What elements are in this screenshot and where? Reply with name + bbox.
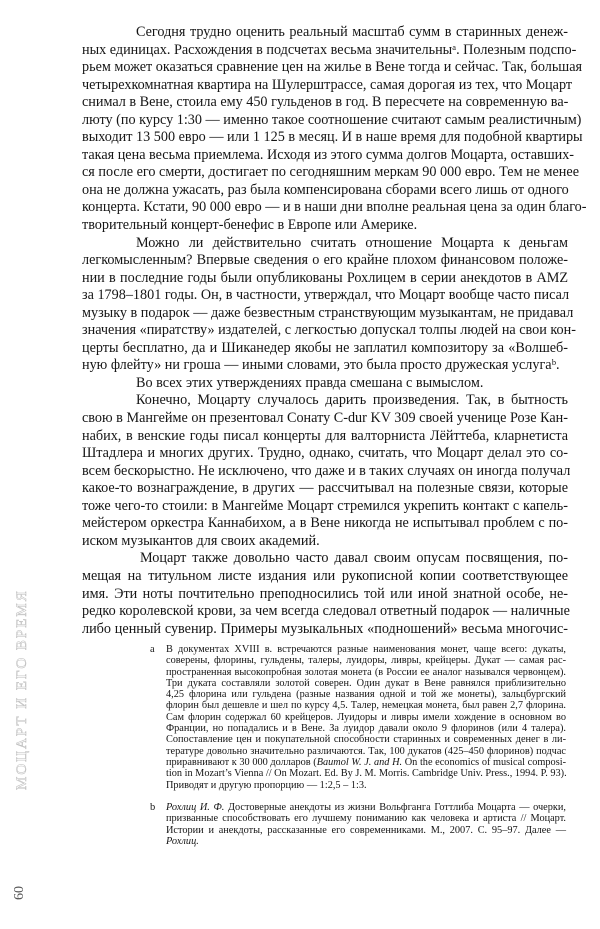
footnote-line [166, 723, 566, 734]
footnote-text: флорин был дешевле и шел по курсу 4,5. Талер, немецкая монета, был равен 2,7 флорина. [166, 700, 566, 712]
text-line: рьем может оказаться сравнение цен на жилье в Вене тогда и сейчас. Так, большая [82, 59, 583, 76]
footnote-label: b [150, 802, 156, 813]
footnote-body [166, 802, 566, 847]
footnote-line [166, 655, 566, 666]
footnote-line [166, 644, 566, 655]
paragraph [82, 550, 568, 638]
text-line: ную флейту» ни гроша — иными словами, это была просто дружеская услугаᵇ. [82, 357, 560, 374]
text-line: ных единицах. Расхождения в подсчетах весьма значительныᵃ. Полезным подспо- [82, 41, 577, 58]
italic-text: Рохлиц И. Ф. [166, 802, 225, 813]
text-line: церты бесплатно, да и Шиканедер якобы не заплатил композитору за «Волшеб- [82, 339, 568, 356]
footnote-text: пространенная высокопробная золотая монета (в России ее аналог назывался червонцем). [166, 666, 566, 678]
paragraph [82, 375, 568, 393]
footnote-line [166, 802, 566, 813]
text-line: за 1798–1801 годы. Он, в частности, утверждал, что Моцарт вообще часто писал [82, 287, 570, 304]
text-line: значения «пиратству» издателей, с легкостью допускал толпы людей на свои кон- [82, 322, 576, 339]
text-line: какое-то вознаграждение, в других — рассчитывал на полезные связи, которые [82, 480, 568, 497]
footnote-line [166, 780, 566, 791]
text-line: мещая на титульном листе издания или рукописной копии соответствующее [82, 567, 568, 584]
footnote-line [166, 700, 566, 711]
footnote-line [166, 734, 566, 745]
footnote-text: 4,25 флорина или гульдена (разные названия одной и той же монеты), зальцбургский [166, 689, 566, 701]
footnote-b [150, 802, 570, 847]
text-line: набих, в венские годы писал концерты для валторниста Лёйттеба, кларнетиста [82, 427, 568, 444]
text-line: творительный концерт-бенефис в Европе или Америке. [82, 217, 418, 234]
text-line: свою в Мангейме он презентовал Сонату C-dur KV 309 своей ученице Розе Кан- [82, 410, 568, 427]
text-line: нии в последние годы были опубликованы Рохлицем в серии анекдотов в AMZ [82, 269, 568, 286]
running-head: МОЦАРТ И ЕГО ВРЕМЯ [14, 589, 30, 790]
footnote-line [166, 836, 566, 847]
footnote-text: тературе довольно значительно различаются. Так, 100 дукатов (425–450 флоринов) подчас [166, 745, 566, 757]
footnote-text: соверены, флорины, гульдены, талеры, луидоры, ливры, крейцеры. Дукат — самая рас- [166, 655, 566, 667]
footnote-line [166, 813, 566, 824]
text-line: Сегодня трудно оценить реальный масштаб сумм в старинных денеж- [136, 24, 568, 40]
footnote-line [166, 678, 566, 689]
footnote-a [150, 644, 570, 791]
text-line: Во всех этих утверждениях правда смешана с вымыслом. [136, 374, 484, 391]
text-line: она не должна ужасать, раз была компенсирована сборами всего лишь от одного [82, 181, 569, 198]
text-line: мейстером оркестра Каннабихом, а в Вене никогда не испытывал проблем с по- [82, 515, 568, 532]
text-line: имя. Эти ноты почтительно преподносились той или иной знатной особе, не- [82, 585, 568, 602]
text-line: легкомысленным? Впервые сведения о его крайне плохом финансовом положе- [82, 252, 568, 269]
footnote-text: On the economics of musical composi- [402, 756, 566, 768]
text-line: либо ценный сувенир. Примеры музыкальных «подношений» весьма многочис- [82, 620, 568, 637]
main-text [82, 24, 587, 638]
italic-text: Baumol W. J. and H. [316, 756, 403, 768]
footnote-text: Истории и анекдоты, рассказанные его современниками. М., 2007. С. 95–97. Далее — [166, 824, 566, 836]
text-line: Конечно, Моцарту случалось дарить произведения. Так, в бытность [136, 392, 568, 409]
footnote-text: tion in Mozart’s Vienna // On Mozart. Ed. By J. M. Morris. Cambridge Univ. Press., 1994. P. 93). [166, 768, 567, 780]
footnote-line [166, 825, 566, 836]
text-line: выходит 13 500 евро — или 1 125 в месяц. И в наше время для подобной квартиры [82, 129, 583, 146]
text-line: Моцарт также довольно часто давал своим опусам посвящения, по- [140, 550, 568, 567]
text-line: иском музыкантов для своих академий. [82, 532, 320, 549]
footnote-text: Три дуката составляли золотой соверен. Один дукат в Вене равнялся приблизительно [166, 677, 566, 689]
text-line: четырехкомнатная квартира на Шулерштрассе, самая дорогая из тех, что Моцарт [82, 76, 573, 93]
footnote-text: Достоверные анекдоты из жизни Вольфганга Готтлиба Моцарта — очерки, [224, 802, 566, 813]
paragraph [82, 234, 576, 375]
text-line: музыку в подарок — даже безвестным странствующим музыкантам, не придавал [82, 304, 574, 321]
footnote-body [166, 644, 566, 791]
text-line: всем бескорыстно. Не исключено, что даже и в таких случаях он иногда получал [82, 462, 571, 479]
footnote-text: Франции, но попадались и в Вене. За луидор давали около 9 флоринов (или 4 талера). [166, 723, 566, 735]
paragraph [82, 392, 571, 550]
paragraph [82, 24, 587, 235]
italic-text: Рохлиц. [166, 835, 199, 847]
text-line: Можно ли действительно считать отношение Моцарта к деньгам [136, 234, 568, 251]
footnote-line [166, 712, 566, 723]
text-line: люту (по курсу 1:30 — именно такое соотношение считают самым реалистичным) [82, 111, 582, 128]
footnote-text: Сам флорин содержал 60 крейцеров. Луидоры и ливры имели хождение в основном во [166, 711, 566, 723]
footnote-line [166, 667, 566, 678]
text-line: снимал в Вене, стоила ему 450 гульденов в год. В пересчете на современную ва- [82, 94, 569, 111]
footnote-label: a [150, 644, 155, 655]
text-line: Штадлера и многих других. Трудно, однако, считать, что Моцарт делал это со- [82, 445, 568, 462]
page-number: 60 [12, 886, 27, 900]
footnote-text: приравнивают к 30 000 долларов ( [166, 756, 317, 768]
footnote-line [166, 768, 566, 779]
footnote-line [166, 746, 566, 757]
footnote-line [166, 689, 566, 700]
footnote-text: Сопоставление цен и покупательной способности старинных и современных денег в ли- [166, 734, 566, 746]
text-line: тоже чего-то стоили: в Мангейме Моцарт стремился укрепить контакт с капель- [82, 497, 568, 514]
text-line: такая цена весьма приемлема. Исходя из этого сумма долгов Моцарта, оставших- [82, 146, 575, 163]
text-line: редко королевской крови, за чем всегда следовал ответный подарок — наличные [82, 603, 570, 620]
footnote-text: Приводят и другую пропорцию — 1:2,5 – 1:3. [166, 779, 367, 791]
text-line: концерта. Кстати, 90 000 евро — и в наши дни вполне реальная цена за один благо- [82, 199, 587, 216]
footnote-line [166, 757, 566, 768]
footnote-text: призванные способствовать его лучшему пониманию как человека и артиста // Моцарт. [166, 813, 566, 825]
text-line: ся после его смерти, достигает по сегодняшним меркам 90 000 евро. Тем не менее [82, 164, 579, 181]
footnote-text: В документах XVIII в. встречаются разные наименования монет, чаще всего: дукаты, [166, 644, 566, 655]
